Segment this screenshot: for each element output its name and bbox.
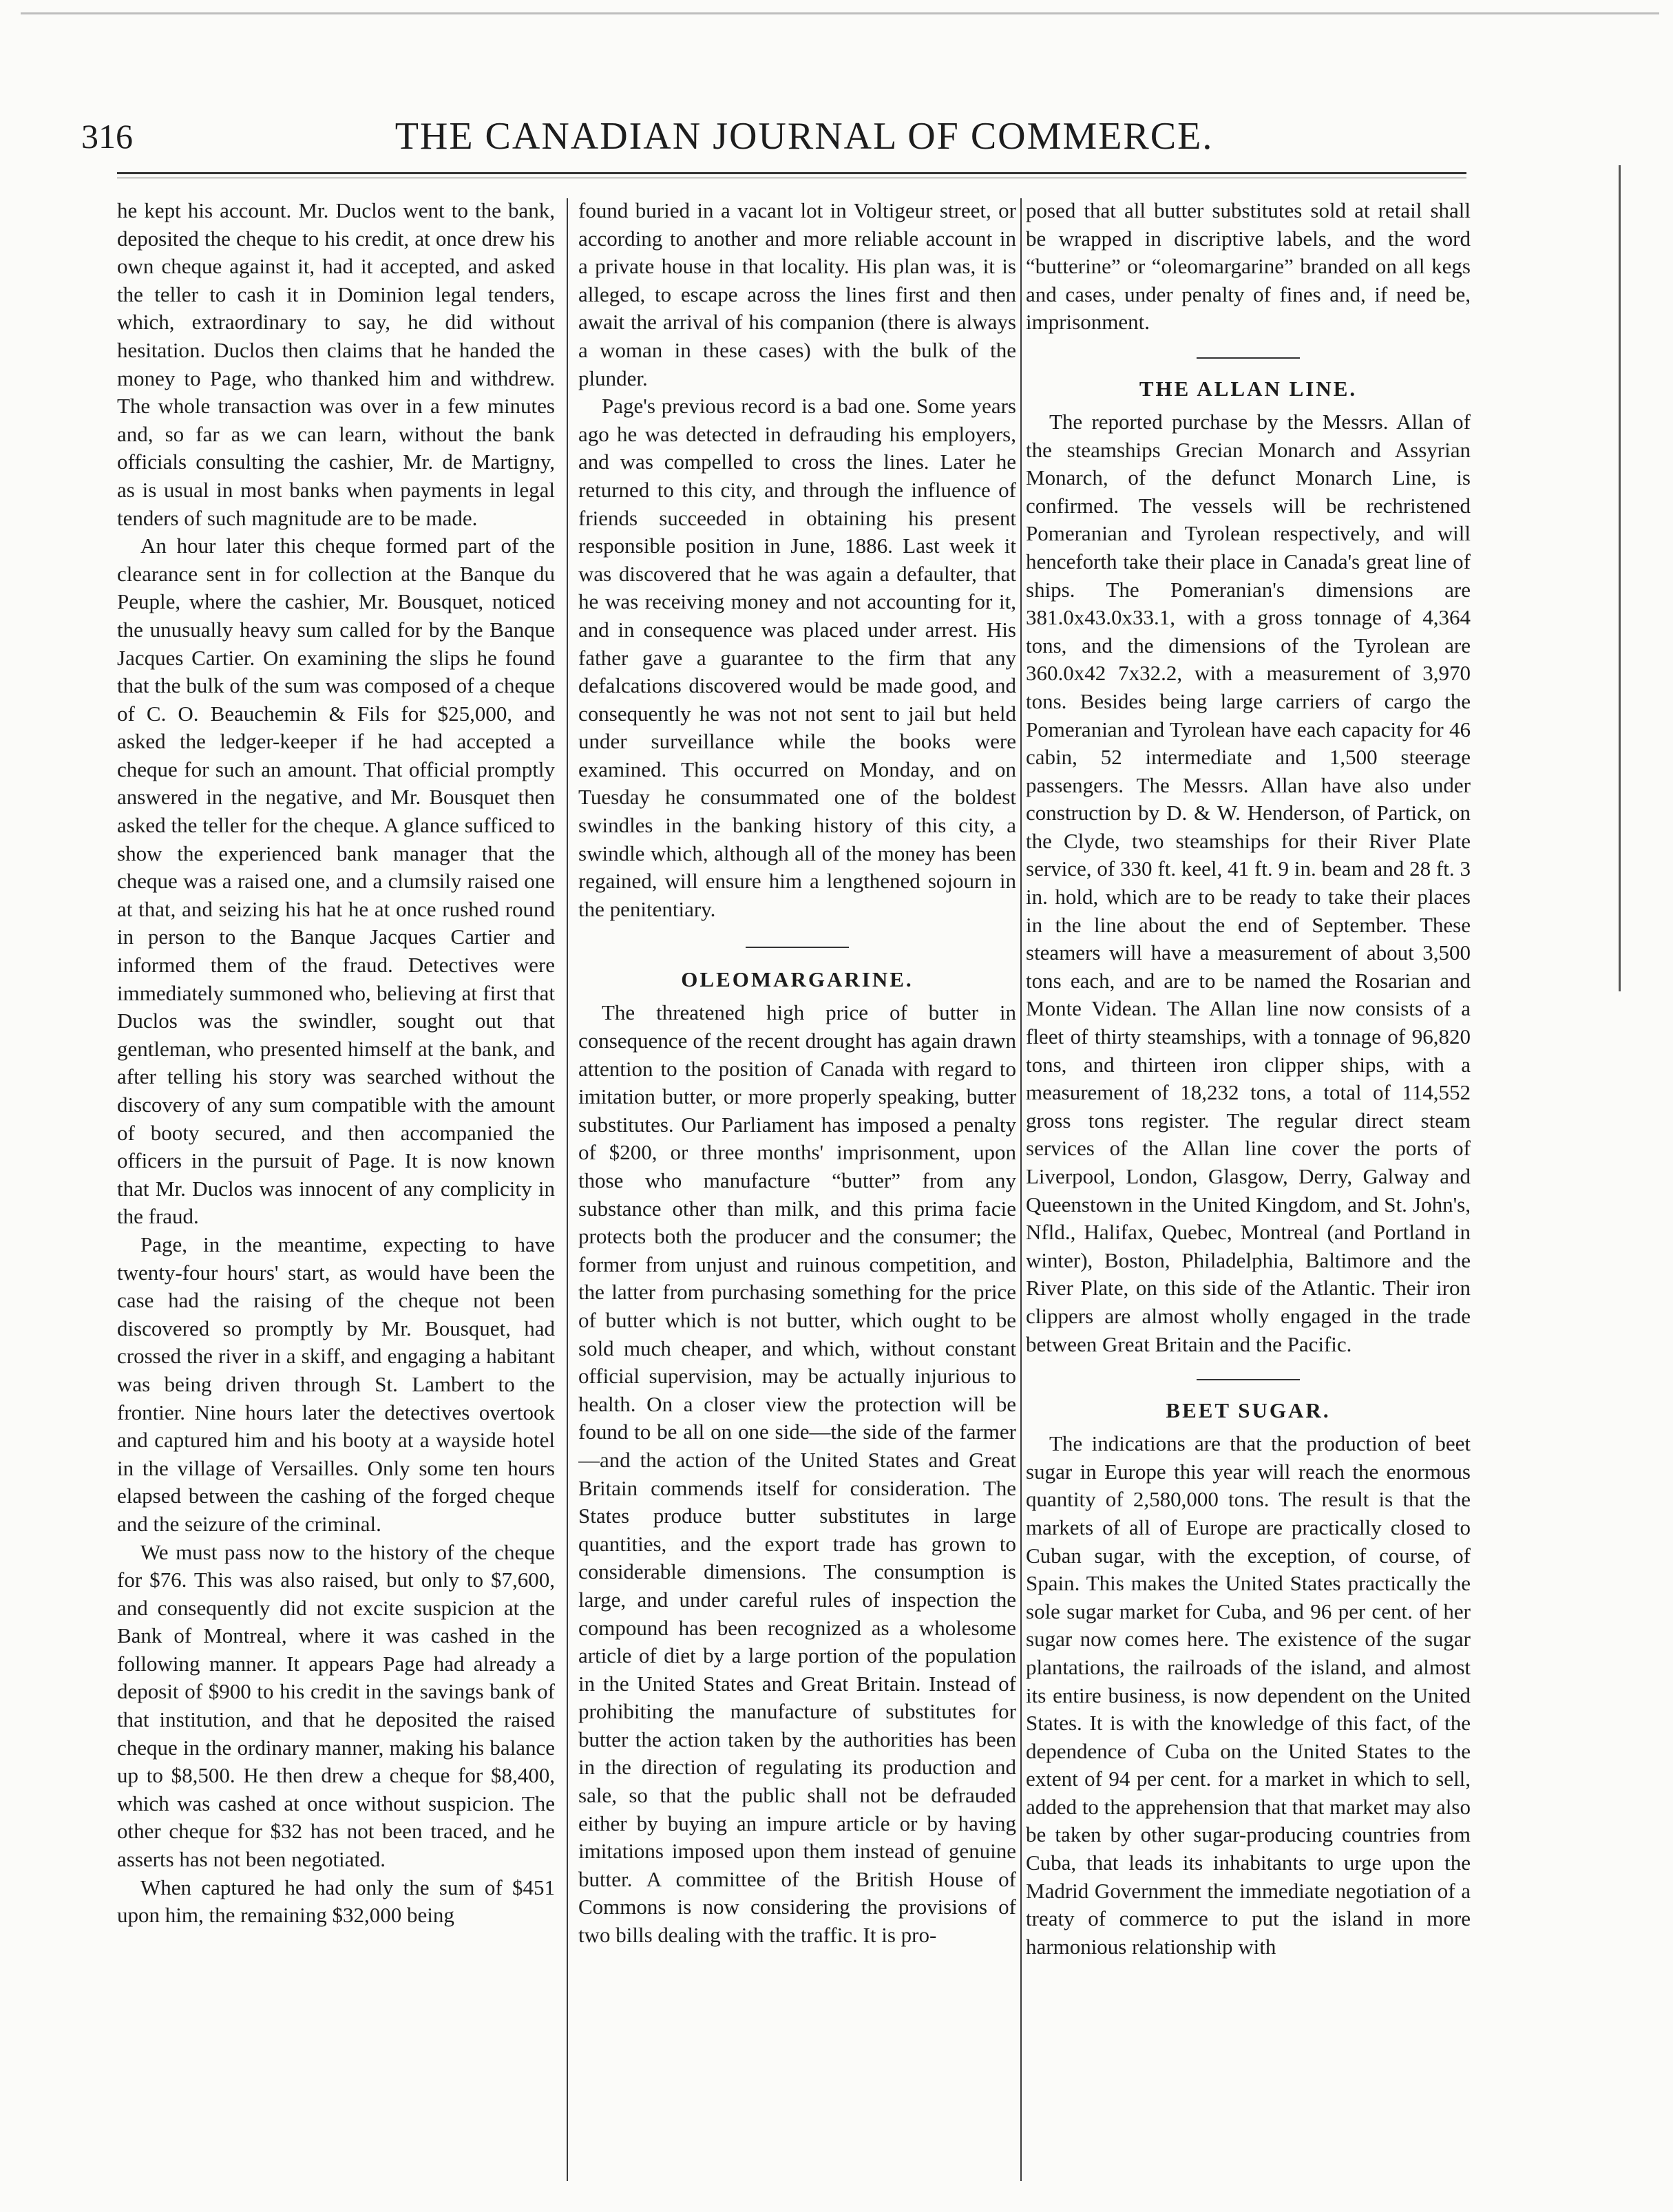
paragraph: The indications are that the production of beet sugar in Europe this year will reach the enormous quantity of 2,580,000 tons. The result is that the markets of all of Europe are practically closed to Cuban sugar, with the exception, of course, of Spain. This makes the United States practically the sole sugar market for Cuba, and 96 per cent. of her sugar now comes here. The existence of the sugar plantations, the railroads of the island, and almost its entire business, is now dependent on the United States. It is with the knowledge of this fact, of the dependence of Cuba on the United States to the extent of 94 per cent. for a market in which to sell, added to the apprehension that that market may also be taken by other sugar-producing countries from Cuba, that leads its inhabitants to urge upon the Madrid Government the immediate negotiation of a treaty of commerce to put the island in more harmonious relationship with: [1026, 1431, 1471, 1959]
paragraph: When captured he had only the sum of $451 upon him, the remaining $32,000 being: [117, 1875, 555, 1928]
section-title-allan-line: THE ALLAN LINE.: [1139, 376, 1358, 401]
paragraph: We must pass now to the history of the cheque for $76. This was also raised, but only to $7,600, and consequently did not excite suspicion at the Bank of Montreal, where it was cashed in the following manner. It appears Page had already a deposit of $900 to his credit in the savings bank of that institution, and that he deposited the raised cheque in the ordinary manner, making his balance up to $8,500. He then drew a cheque for $8,400, which was cashed at once without suspicion. The other cheque for $32 has not been traced, and he asserts has not been negotiated.: [117, 1539, 555, 1872]
paragraph: Page's previous record is a bad one. Some years ago he was detected in defrauding his employers, and was compelled to cross the lines. Later he returned to this city, and through the influence of friends succeeded in obtaining his present responsible position in June, 1886. Last week it was discovered that he was again a defaulter, that he was receiving money and not accounting for it, and in consequence was placed under arrest. His father gave a guarantee to the firm that any defalcations discovered would be made good, and consequently he was not not sent to jail but held under surveillance while the books were examined. This occurred on Monday, and on Tuesday he consummated one of the boldest swindles in the banking history of this city, a swindle which, although all of the money has been regained, will ensure him a lengthened sojourn in the penitentiary.: [578, 394, 1016, 921]
column-divider: [1020, 198, 1022, 2181]
paragraph: he kept his account. Mr. Duclos went to the bank, deposited the cheque to his credit, at once drew his own cheque against it, had it accepted, and asked the teller to cash it in Dominion legal tenders, which, extraordinary to say, he did without hesitation. Duclos then claims that he handed the money to Page, who thanked him and withdrew. The whole transaction was over in a few minutes and, so far as we can learn, without the bank officials consulting the cashier, Mr. de Martigny, as is usual in most banks when payments in legal tenders of such magnitude are to be made.: [117, 198, 555, 530]
column-divider: [567, 198, 568, 2181]
scan-edge-line: [21, 12, 1659, 14]
page-number: 316: [81, 117, 133, 156]
page-header: [81, 116, 1465, 178]
column-3: [1026, 197, 1471, 2187]
paragraph: Page, in the meantime, expecting to have twenty-four hours' start, as would have been the case had the raising of the cheque not been discovered so promptly by Mr. Bousquet, had crossed the river in a skiff, and engaging a habitant was being driven through St. Lambert to the frontier. Nine hours later the detectives overtook and captured him and his booty at a wayside hotel in the village of Versailles. Only some ten hours elapsed between the cashing of the forged cheque and the seizure of the criminal.: [117, 1232, 555, 1536]
header-rule: [117, 172, 1466, 174]
column-2: [578, 197, 1016, 2187]
paragraph: found buried in a vacant lot in Voltigeur street, or according to another and more reliable account in a private house in that locality. His plan was, it is alleged, to escape across the lines first and then await the arrival of his companion (there is always a woman in these cases) with the bulk of the plunder.: [578, 198, 1016, 390]
paragraph: posed that all butter substitutes sold at retail shall be wrapped in discriptive labels, and the word “butterine” or “oleomargarine” branded on all kegs and cases, under penalty of fines and, if need be, imprisonment.: [1026, 198, 1471, 335]
section-title-oleomargarine: OLEOMARGARINE.: [681, 967, 914, 992]
paragraph: An hour later this cheque formed part of the clearance sent in for collection at the Banque du Peuple, where the cashier, Mr. Bousquet, noticed the unusually heavy sum called for by the Banque Jacques Cartier. On examining the slips he found that the bulk of the sum was composed of a cheque of C. O. Beauchemin & Fils for $25,000, and asked the ledger-keeper if he had accepted a cheque for such an amount. That official promptly answered in the negative, and Mr. Bousquet then asked the teller for the cheque. A glance sufficed to show the experienced bank manager that the cheque was a raised one, and a clumsily raised one at that, and seizing his hat he at once rushed round in person to the Banque Jacques Cartier and informed them of the fraud. Detectives were immediately summoned who, believing at first that Duclos was the swindler, sought out that gentleman, who presented himself at the bank, and after telling his story was searched without the discovery of any sum compatible with the amount of booty secured, and then accompanied the officers in the pursuit of Page. It is now known that Mr. Duclos was innocent of any complicity in the fraud.: [117, 534, 555, 1229]
column-1: [117, 197, 555, 2187]
section-title-beet-sugar: BEET SUGAR.: [1166, 1398, 1331, 1423]
journal-title: THE CANADIAN JOURNAL OF COMMERCE.: [394, 115, 1214, 158]
paragraph: The reported purchase by the Messrs. Allan of the steamships Grecian Monarch and Assyrian Monarch, of the defunct Monarch Line, is confirmed. The vessels will be rechristened Pomeranian and Tyrolean respectively, and will henceforth take their place in Canada's great line of ships. The Pomeranian's dimensions are 381.0x43.0x33.1, with a gross tonnage of 4,364 tons, and the dimensions of the Tyrolean are 360.0x42 7x32.2, with a measurement of 3,970 tons. Besides being large carriers of cargo the Pomeranian and Tyrolean have each capacity for 46 cabin, 52 intermediate and 1,500 steerage passengers. The Messrs. Allan have also under construction by D. & W. Henderson, of Partick, on the Clyde, two steamships for their River Plate service, of 330 ft. keel, 41 ft. 9 in. beam and 28 ft. 3 in. hold, which are to be ready to take their places in the line about the end of September. These steamers will have a measurement of about 3,500 tons each, and are to be named the Rosarian and Monte Videan. The Allan line now consists of a fleet of thirty steamships, with a tonnage of 96,820 tons, and thirteen iron clipper ships, with a measurement of 18,232 tons, a total of 114,552 gross tons register. The regular direct steam services of the Allan line cover the ports of Liverpool, London, Glasgow, Derry, Galway and Queenstown in the United Kingdom, and St. John's, Nfld., Halifax, Quebec, Montreal (and Portland in winter), Boston, Philadelphia, Baltimore and the River Plate, on this side of the Atlantic. Their iron clippers are almost wholly engaged in the trade between Great Britain and the Pacific.: [1026, 409, 1471, 1356]
paragraph: The threatened high price of butter in consequence of the recent drought has again drawn attention to the position of Canada with regard to imitation butter, or more properly speaking, butter substitutes. Our Parliament has imposed a penalty of $200, or three months' imprisonment, upon those who manufacture “butter” from any substance other than milk, and this prima facie protects both the producer and the consumer; the former from unjust and ruinous competition, and the latter from purchasing something for the price of butter which is not butter, which ought to be sold much cheaper, and which, without constant official supervision, may be actually injurious to health. On a closer view the protection will be found to be all on one side—the side of the farmer—and the action of the United States and Great Britain commends itself for consideration. The States produce butter substitutes in large quantities, and the export trade has grown to considerable dimensions. The consumption is large, and under careful rules of inspection the compound has been recognized as a wholesome article of diet by a large portion of the population in the United States and Great Britain. Instead of prohibiting the manufacture of substitutes for butter the action taken by the authorities has been in the direction of regulating its production and sale, so that the public shall not be defrauded either by buying an impure article or by having imitations imposed upon them instead of genuine butter. A committee of the British House of Commons is now considering the provisions of two bills dealing with the traffic. It is pro-: [578, 1000, 1016, 1948]
margin-rule: [1619, 165, 1621, 991]
binding-margin: [1614, 151, 1628, 1046]
